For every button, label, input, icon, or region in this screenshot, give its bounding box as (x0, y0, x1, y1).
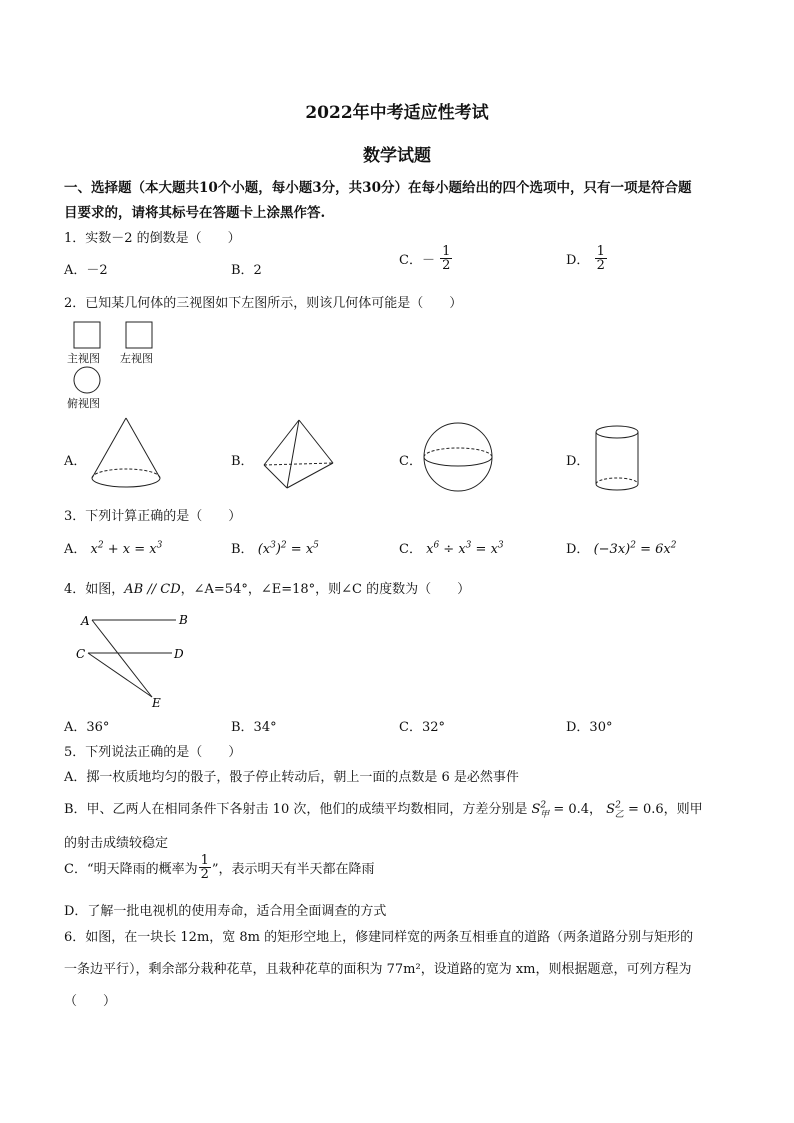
fraction-numerator: 1 (200, 853, 209, 868)
point-d-label: D (174, 647, 184, 661)
q3-option-b-label: B． (231, 542, 254, 557)
q3-stem: 3．下列计算正确的是（ ） (64, 509, 242, 524)
variance-yi-value: = 0.6 (627, 802, 664, 817)
q2-option-a: A． (64, 454, 87, 469)
q4-option-a: A．36° (64, 720, 110, 735)
q5-option-c-pre: C．“明天降雨的概率为 (64, 862, 198, 877)
q5-option-d: D．了解一批电视机的使用寿命，适合用全面调查的方式 (64, 904, 387, 919)
q4-option-c: C．32° (399, 720, 445, 735)
fraction-numerator: 1 (442, 244, 451, 259)
q5-option-c-post: ”，表示明天有半天都在降雨 (211, 862, 375, 877)
q1-option-c-label: C．－ (399, 253, 435, 268)
section-heading-line1: 一、选择题（本大题共10个小题，每小题3分，共30分）在每小题给出的四个选项中，只有一项是符合题 (64, 180, 692, 196)
q2-option-b: B． (231, 454, 254, 469)
q3-option-d-expr: $(-3x)^2 = 6x^2$ (593, 540, 677, 557)
q4-stem-pre: 4．如图， (64, 582, 125, 597)
q3-option-a-label: A． (64, 542, 87, 557)
q5-option-a: A．掷一枚质地均匀的骰子，骰子停止转动后，朝上一面的点数是 6 是必然事件 (64, 770, 519, 785)
q5-option-b-text: B．甲、乙两人在相同条件下各射击 10 次，他们的成绩平均数相同，方差分别是 (64, 802, 528, 817)
q3-option-c-label: C． (399, 542, 422, 557)
page-title: 2022年中考适应性考试 (305, 103, 489, 123)
variance-yi: $S^2_乙$ (606, 800, 624, 820)
q5-option-c-fraction (199, 854, 211, 881)
q2-option-c: C． (399, 454, 422, 469)
q6-line1: 6．如图，在一块长 12m，宽 8m 的矩形空地上，修建同样宽的两条互相垂直的道路（两条道路分别与矩形的 (64, 930, 694, 945)
point-b-label: B (179, 613, 188, 627)
variance-jia-value: = 0.4 (553, 802, 590, 817)
top-view-label: 俯视图 (67, 397, 100, 410)
q6-line3: （ ） (64, 994, 117, 1009)
fraction-denominator: 2 (442, 258, 451, 273)
q5-stem: 5．下列说法正确的是（ ） (64, 745, 242, 760)
q3-option-d-label: D． (566, 542, 590, 557)
variance-jia: $S^2_甲$ (531, 800, 550, 820)
q4-stem-post: ，∠A=54°，∠E=18°，则∠C 的度数为（ ） (180, 582, 471, 597)
fraction-denominator: 2 (596, 258, 605, 273)
q4-option-b: B．34° (231, 720, 277, 735)
fraction-numerator: 1 (596, 244, 605, 259)
point-e-label: E (152, 696, 161, 710)
q1-stem: 1．实数－2 的倒数是（ ） (64, 231, 241, 246)
front-view-label: 主视图 (67, 352, 100, 365)
page-subtitle: 数学试题 (363, 146, 431, 166)
q6-line2: 一条边平行），剩余部分栽种花草，且栽种花草的面积为 77m²，设道路的宽为 xm，则根据题意，可列方程为 (64, 962, 692, 977)
q1-option-d-label: D． (566, 253, 590, 268)
left-view-label: 左视图 (120, 352, 153, 365)
q2-stem: 2．已知某几何体的三视图如下左图所示，则该几何体可能是（ ） (64, 296, 463, 311)
q4-option-d: D．30° (566, 720, 613, 735)
q2-option-d: D． (566, 454, 590, 469)
q3-option-b-expr: $(x^3)^2 = x^5$ (257, 540, 319, 557)
q5-option-b-tail: ，则甲 (663, 802, 703, 817)
q1-option-b: B．2 (231, 263, 262, 278)
q1-option-a: A．－2 (64, 263, 108, 278)
q3-option-c-expr: $x^6 \div x^3 = x^3$ (426, 540, 504, 557)
q5-option-c (64, 854, 375, 881)
q5-option-b-line2: 的射击成绩较稳定 (64, 836, 169, 851)
point-a-label: A (81, 614, 90, 628)
point-c-label: C (76, 647, 86, 661)
fraction-denominator: 2 (200, 867, 209, 882)
section-heading-line2: 目要求的，请将其标号在答题卡上涂黑作答. (64, 205, 326, 221)
q5-option-b-line1: B．甲、乙两人在相同条件下各射击 10 次，他们的成绩平均数相同，方差分别是 $S^2_甲 = 0.4$， $S^2_乙 = 0.6$，则甲 (64, 800, 703, 820)
q4-stem-parallel: AB // CD (124, 582, 181, 597)
q3-option-a-expr: $x^2 + x = x^3$ (90, 540, 163, 557)
